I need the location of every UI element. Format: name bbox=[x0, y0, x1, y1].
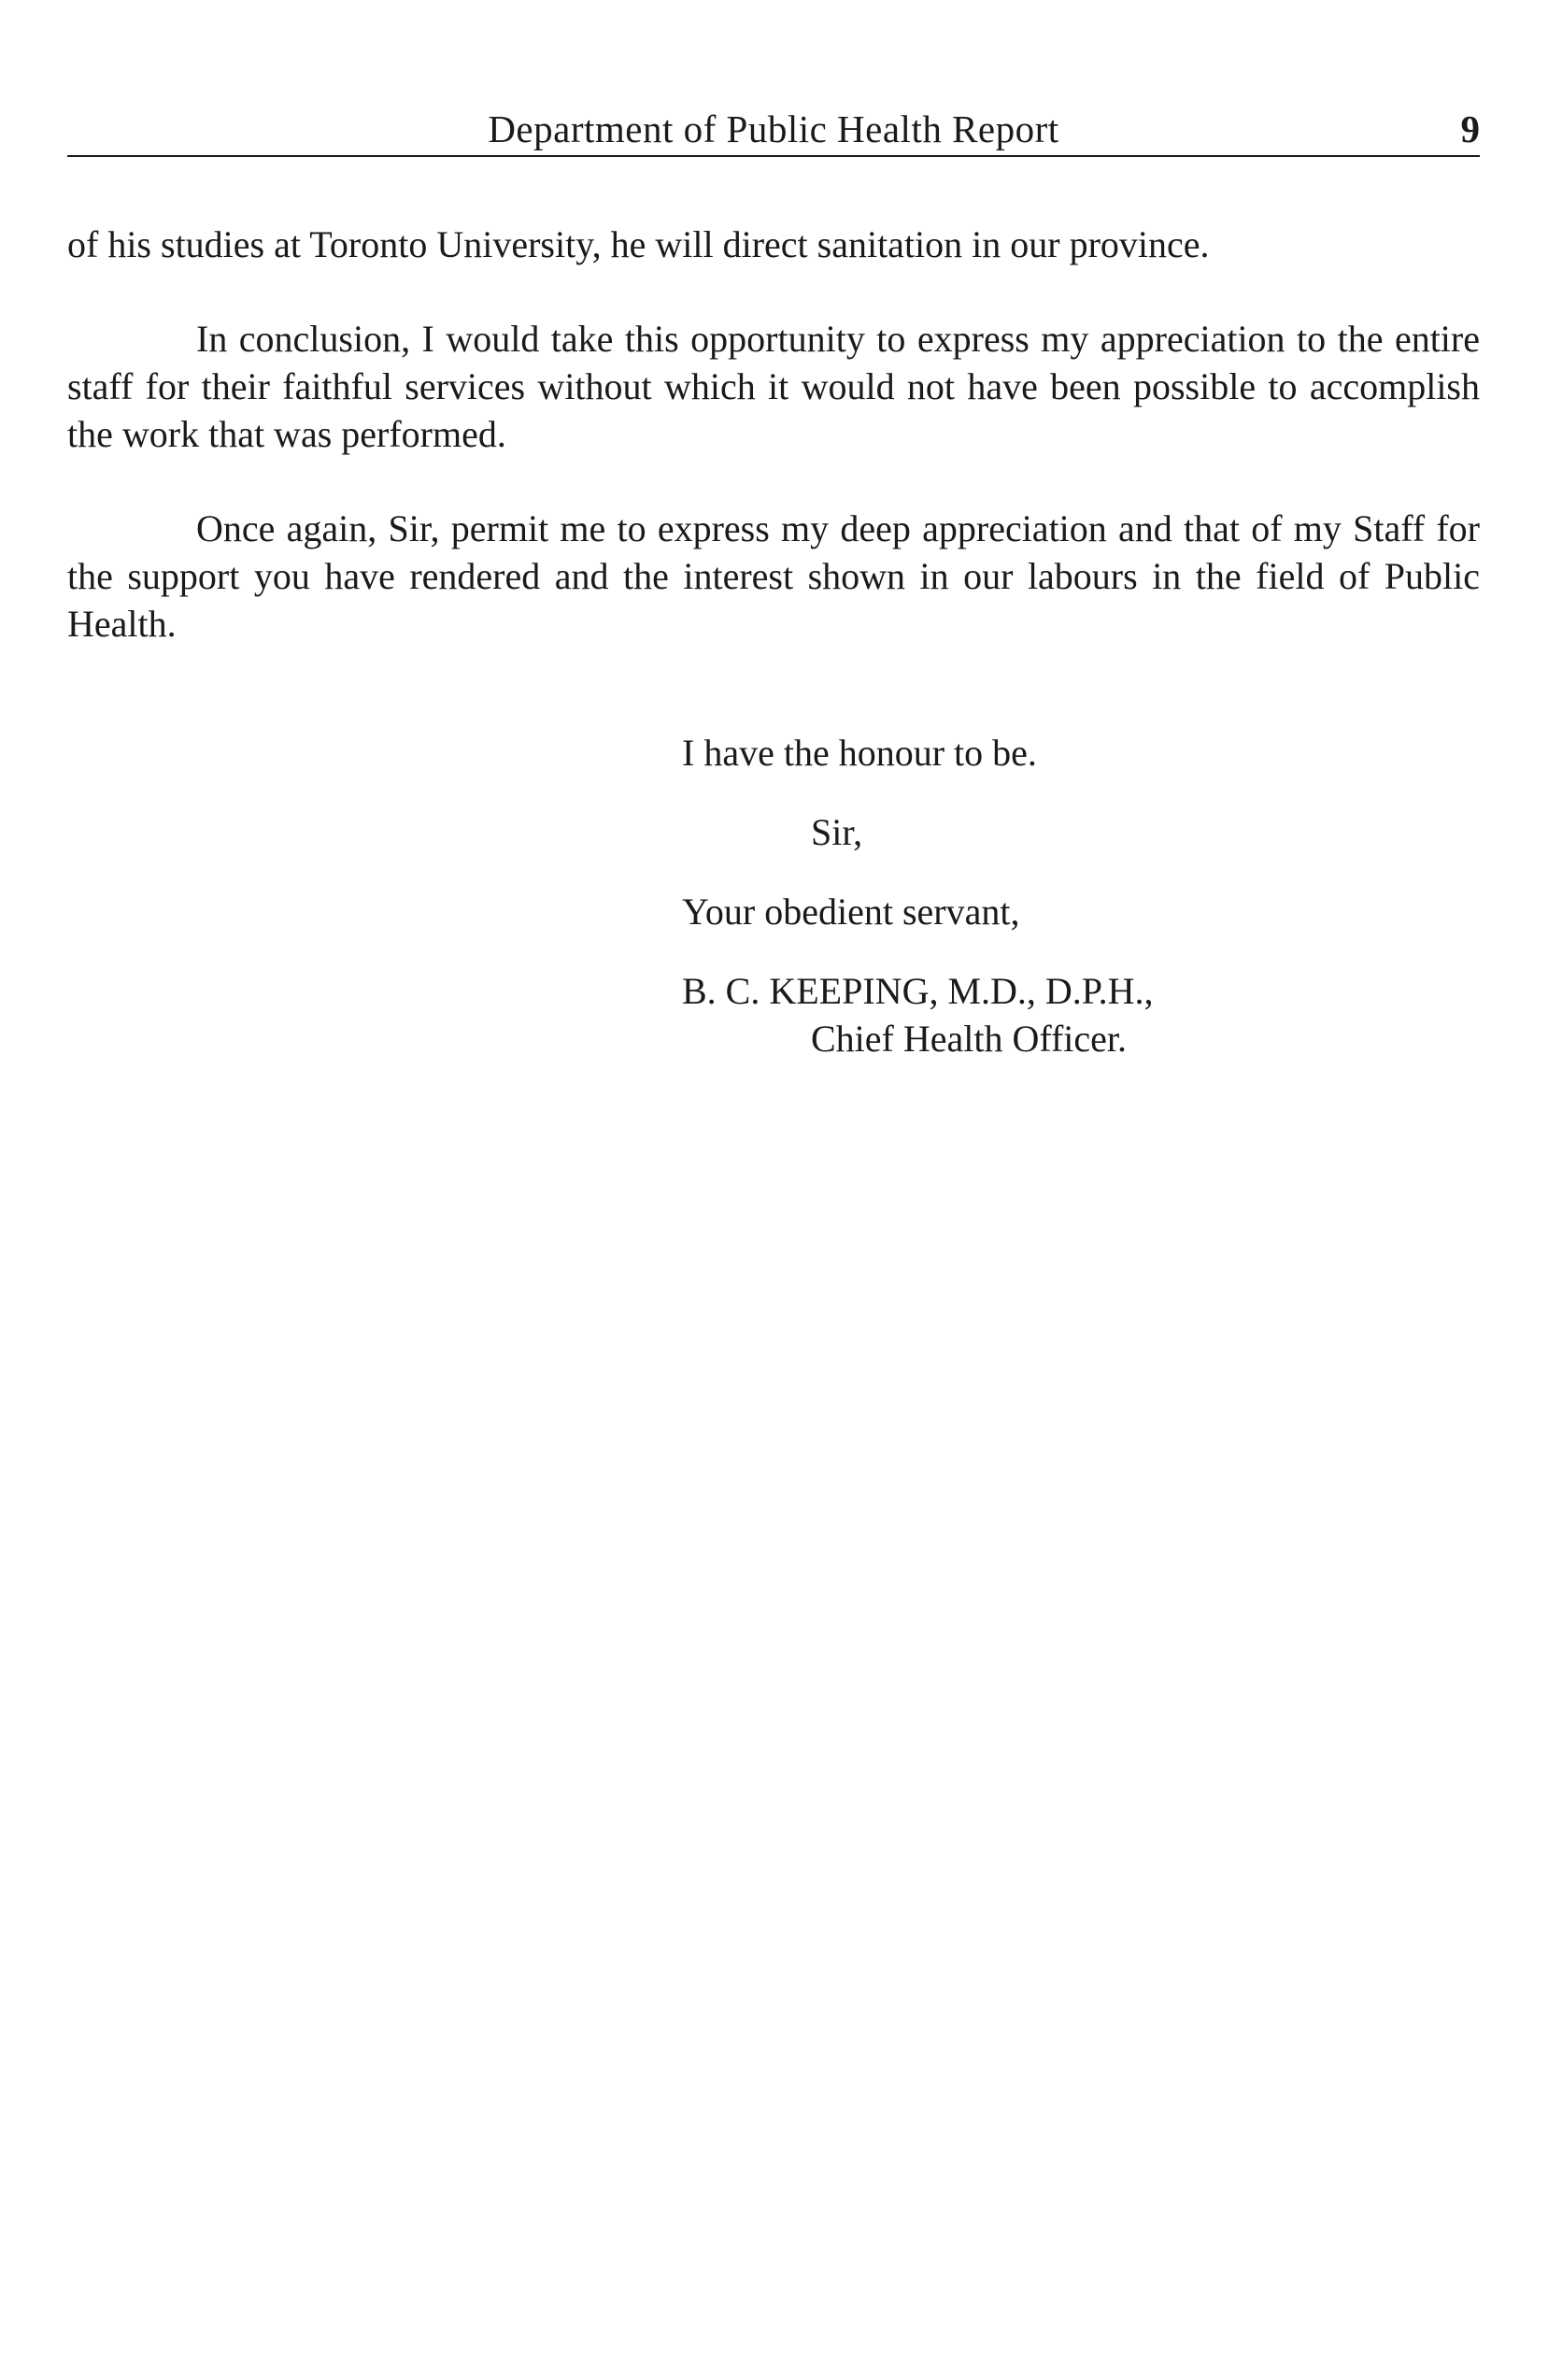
body-text bbox=[67, 221, 1480, 694]
running-header bbox=[67, 101, 1480, 157]
paragraph-continuation: of his studies at Toronto University, he will direct sanitation in our province. bbox=[67, 223, 1210, 265]
letter-closing bbox=[682, 729, 1476, 1062]
running-title: Department of Public Health Report bbox=[488, 107, 1059, 150]
closing-salutation: Sir, bbox=[811, 811, 863, 853]
paragraph-appreciation: Once again, Sir, permit me to express my deep appreciation and that of my Staff for the support you have rendered and the interest shown in our labours in the field of Public Health. bbox=[67, 507, 1480, 645]
page-number: 9 bbox=[1460, 107, 1480, 150]
signatory-title: Chief Health Officer. bbox=[811, 1018, 1128, 1060]
signatory-name: B. C. KEEPING, M.D., D.P.H., bbox=[682, 970, 1154, 1012]
closing-honour: I have the honour to be. bbox=[682, 732, 1037, 774]
closing-valediction: Your obedient servant, bbox=[682, 891, 1020, 933]
header-rule bbox=[67, 155, 1480, 157]
paragraph-conclusion: In conclusion, I would take this opportunity to express my appreciation to the entire staff for their faithful services without which it would not have been possible to accomplish the work that was performed. bbox=[67, 318, 1480, 455]
